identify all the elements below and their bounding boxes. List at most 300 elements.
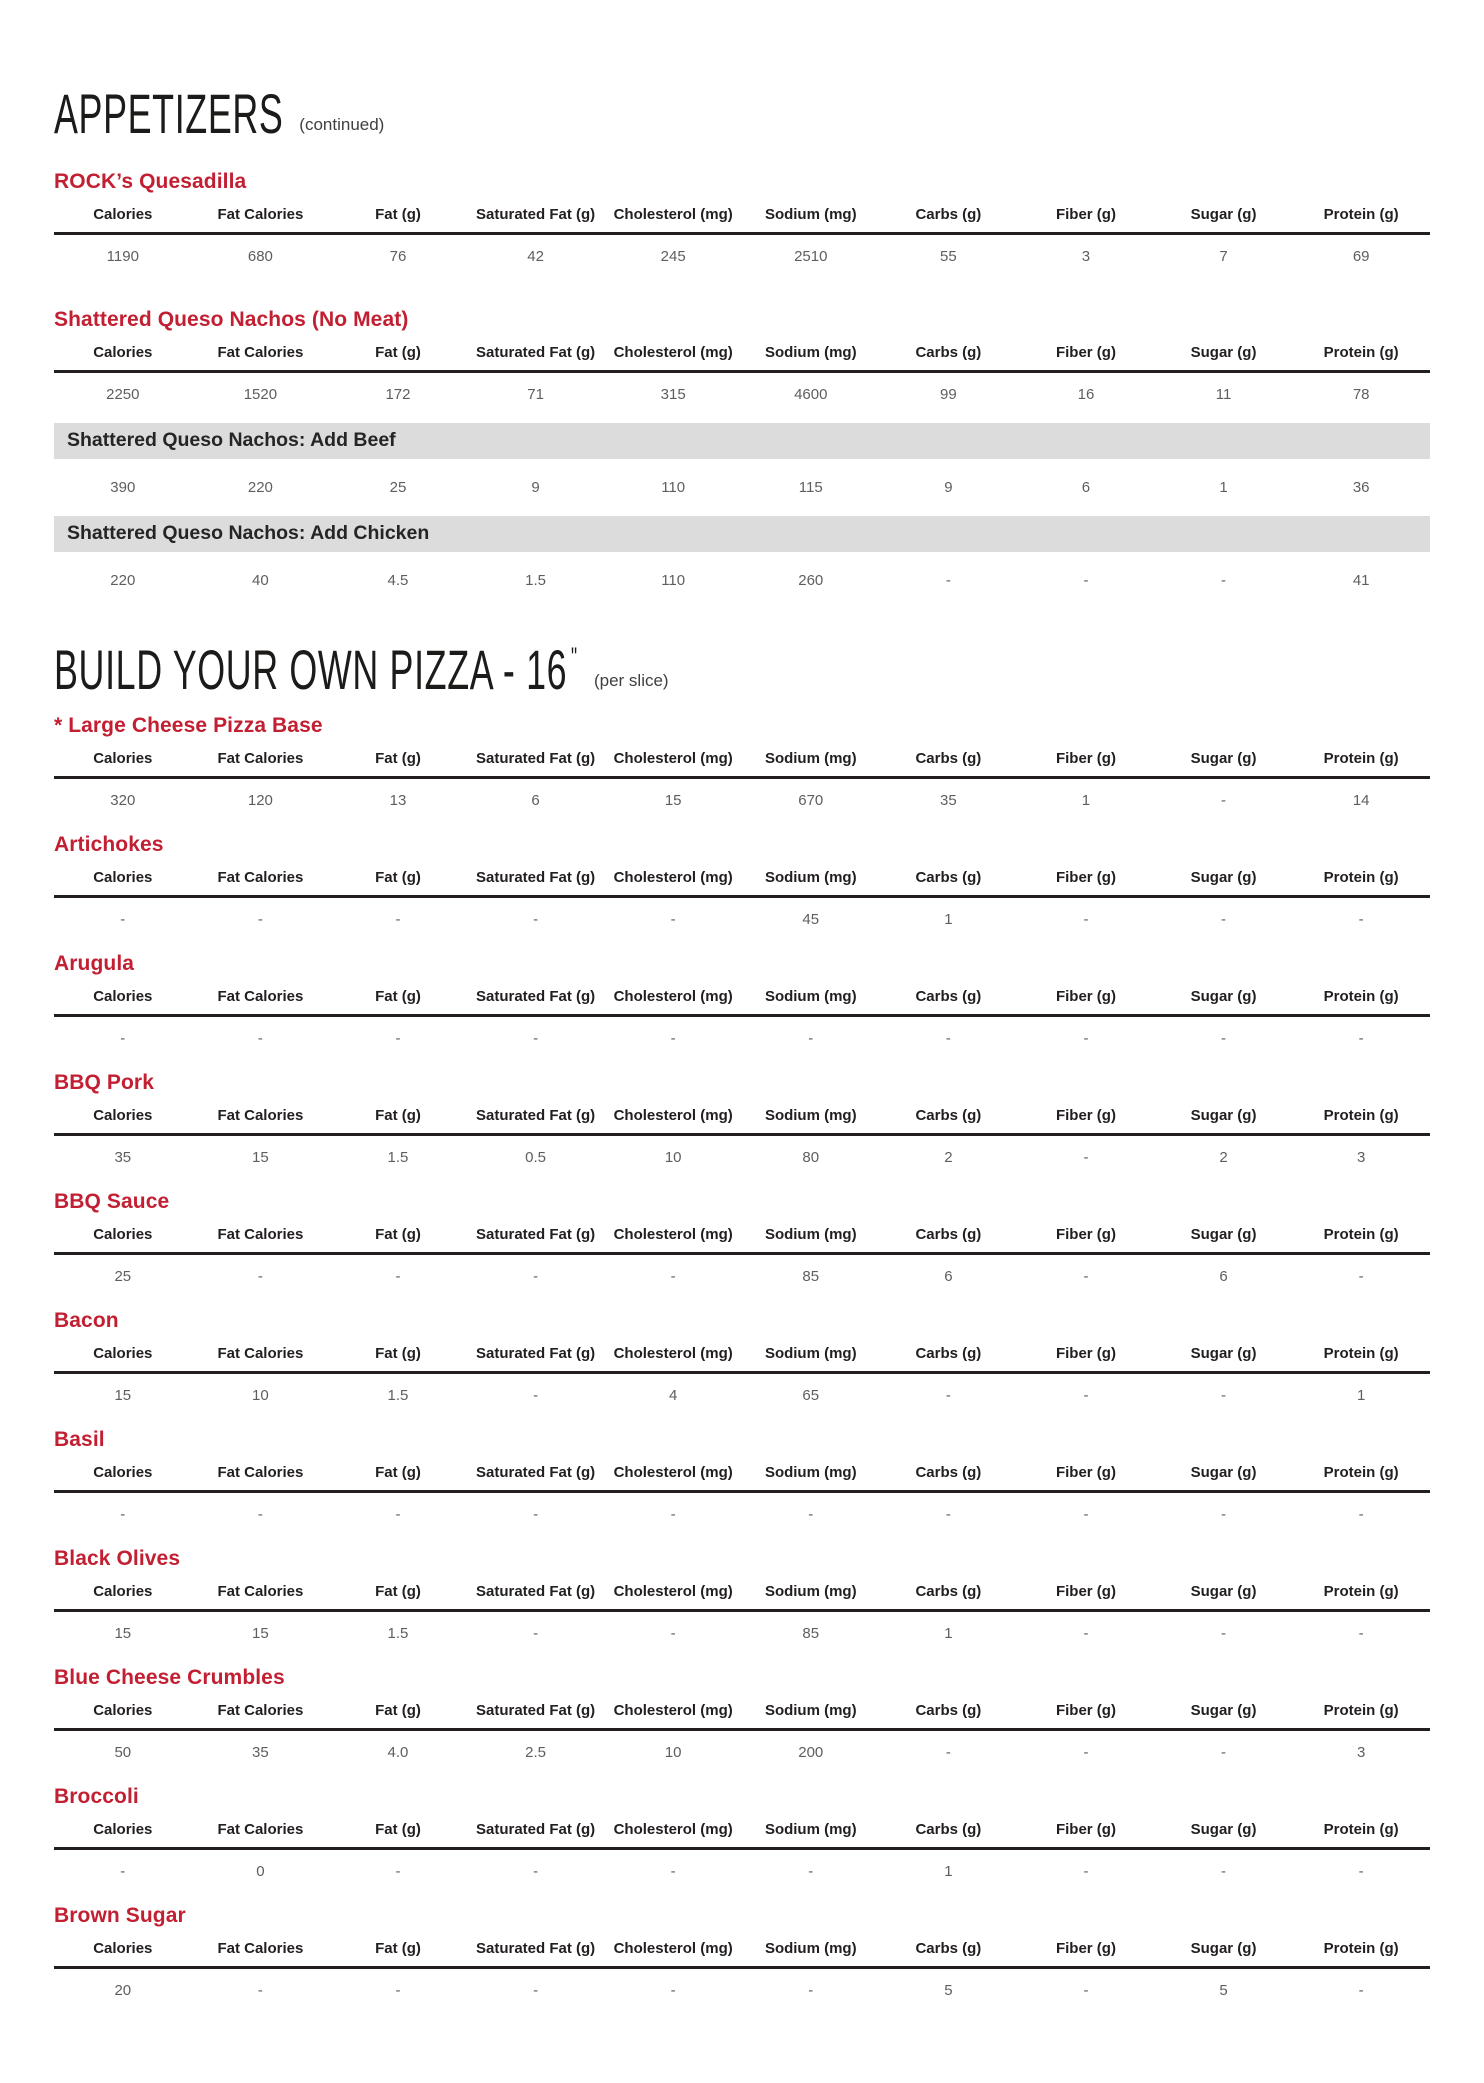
- item-name: Broccoli: [54, 1785, 139, 1808]
- nutrition-value: -: [1358, 1506, 1364, 1523]
- column-header: Fiber (g): [1017, 339, 1155, 372]
- nutrition-value: -: [533, 1625, 539, 1642]
- nutrition-value: 50: [114, 1744, 132, 1761]
- column-header: Cholesterol (mg): [604, 339, 742, 372]
- column-header: Calories: [54, 983, 192, 1016]
- menu-item: [54, 1904, 1430, 2012]
- nutrition-value: -: [395, 911, 401, 928]
- item-name: Artichokes: [54, 833, 164, 856]
- nutrition-value: 4.5: [387, 572, 409, 589]
- nutrition-value: -: [257, 1982, 263, 1999]
- column-header: Cholesterol (mg): [604, 1102, 742, 1135]
- nutrition-value: -: [120, 1506, 126, 1523]
- section-title: APPETIZERS: [54, 82, 284, 145]
- column-header: Saturated Fat (g): [467, 983, 605, 1016]
- nutrition-value: -: [1221, 1863, 1227, 1880]
- nutrition-value: 1: [944, 911, 953, 928]
- nutrition-table: [54, 1102, 1430, 1179]
- nutrition-value: 3: [1357, 1744, 1366, 1761]
- section-heading: [54, 636, 1430, 701]
- column-header: Fiber (g): [1017, 1221, 1155, 1254]
- menu-item: [54, 1190, 1430, 1298]
- nutrition-value: 0: [256, 1863, 265, 1880]
- column-header: Cholesterol (mg): [604, 1935, 742, 1968]
- nutrition-value: 6: [944, 1268, 953, 1285]
- nutrition-value: -: [1221, 1030, 1227, 1047]
- column-header: Sodium (mg): [742, 1697, 880, 1730]
- column-header: Saturated Fat (g): [467, 339, 605, 372]
- column-header: Protein (g): [1292, 864, 1430, 897]
- section-items: [54, 170, 1430, 602]
- column-header: Carbs (g): [880, 983, 1018, 1016]
- nutrition-value: 15: [252, 1625, 269, 1642]
- nutrition-value: -: [945, 1030, 951, 1047]
- column-header: Protein (g): [1292, 1340, 1430, 1373]
- column-header: Calories: [54, 1935, 192, 1968]
- nutrition-value: -: [395, 1982, 401, 1999]
- nutrition-value: -: [120, 1863, 126, 1880]
- nutrition-value: -: [533, 1982, 539, 1999]
- nutrition-value: 78: [1352, 386, 1370, 403]
- column-header: Fiber (g): [1017, 1459, 1155, 1492]
- nutrition-value: -: [1083, 1982, 1089, 1999]
- nutrition-value: 35: [252, 1744, 269, 1761]
- nutrition-value: 35: [114, 1149, 132, 1166]
- column-header: Calories: [54, 864, 192, 897]
- column-header: Protein (g): [1292, 983, 1430, 1016]
- nutrition-table: [54, 1459, 1430, 1536]
- item-name: Basil: [54, 1428, 105, 1451]
- nutrition-value: 320: [110, 792, 136, 809]
- nutrition-value: -: [1221, 792, 1227, 809]
- nutrition-value: 1: [1357, 1387, 1366, 1404]
- nutrition-value: 7: [1219, 248, 1228, 265]
- nutrition-value: 25: [389, 479, 407, 496]
- column-header: Calories: [54, 1578, 192, 1611]
- nutrition-value: -: [1358, 1030, 1364, 1047]
- nutrition-value: 220: [247, 479, 273, 496]
- values-row: [54, 234, 1430, 279]
- column-header: Sugar (g): [1155, 1340, 1293, 1373]
- nutrition-value: -: [257, 1506, 263, 1523]
- column-header: Sugar (g): [1155, 1816, 1293, 1849]
- column-header: Carbs (g): [880, 1697, 1018, 1730]
- column-header: Protein (g): [1292, 745, 1430, 778]
- nutrition-table: [54, 339, 1430, 602]
- nutrition-value: 1.5: [387, 1387, 409, 1404]
- section-title: BUILD YOUR OWN PIZZA - 16 ": [54, 638, 578, 701]
- column-header: Sugar (g): [1155, 864, 1293, 897]
- nutrition-value: -: [1083, 1863, 1089, 1880]
- column-header: Calories: [54, 1816, 192, 1849]
- column-header: Sugar (g): [1155, 1102, 1293, 1135]
- nutrition-value: 41: [1352, 572, 1370, 589]
- menu-item: [54, 1309, 1430, 1417]
- nutrition-table: [54, 1578, 1430, 1655]
- nutrition-value: 260: [798, 572, 824, 589]
- nutrition-value: 14: [1352, 792, 1370, 809]
- nutrition-value: 110: [661, 479, 686, 496]
- menu-item: [54, 714, 1430, 822]
- nutrition-table: [54, 1340, 1430, 1417]
- nutrition-value: -: [670, 1982, 676, 1999]
- column-header: Protein (g): [1292, 1102, 1430, 1135]
- nutrition-value: 16: [1077, 386, 1095, 403]
- column-header: Saturated Fat (g): [467, 1340, 605, 1373]
- variant-band-label: Shattered Queso Nachos: Add Chicken: [54, 513, 1430, 556]
- values-row: [54, 1611, 1430, 1656]
- nutrition-table: [54, 1697, 1430, 1774]
- column-header: Saturated Fat (g): [467, 864, 605, 897]
- column-header: Sodium (mg): [742, 1221, 880, 1254]
- table-header-row: [54, 339, 1430, 372]
- column-header: Carbs (g): [880, 1459, 1018, 1492]
- nutrition-value: -: [1083, 572, 1089, 589]
- nutrition-value: -: [1221, 572, 1227, 589]
- column-header: Protein (g): [1292, 1578, 1430, 1611]
- item-name: Shattered Queso Nachos (No Meat): [54, 308, 409, 331]
- column-header: Fiber (g): [1017, 201, 1155, 234]
- column-header: Cholesterol (mg): [604, 1816, 742, 1849]
- nutrition-value: 42: [527, 248, 544, 265]
- nutrition-value: 10: [664, 1744, 682, 1761]
- table-header-row: [54, 1578, 1430, 1611]
- nutrition-value: 11: [1215, 386, 1232, 403]
- nutrition-value: -: [1083, 1506, 1089, 1523]
- nutrition-value: -: [120, 911, 126, 928]
- nutrition-value: 200: [798, 1744, 824, 1761]
- table-header-row: [54, 201, 1430, 234]
- nutrition-value: -: [670, 1268, 676, 1285]
- item-name: BBQ Sauce: [54, 1190, 170, 1213]
- nutrition-value: 0.5: [525, 1149, 546, 1166]
- values-row: [54, 1492, 1430, 1537]
- nutrition-value: 10: [252, 1387, 269, 1404]
- column-header: Sugar (g): [1155, 201, 1293, 234]
- menu-item: [54, 170, 1430, 278]
- nutrition-value: 35: [940, 792, 957, 809]
- nutrition-value: 2: [944, 1149, 953, 1166]
- column-header: Cholesterol (mg): [604, 983, 742, 1016]
- column-header: Calories: [54, 1697, 192, 1730]
- values-row: [54, 463, 1430, 513]
- nutrition-value: -: [808, 1982, 814, 1999]
- item-name: * Large Cheese Pizza Base: [54, 714, 323, 737]
- column-header: Fat Calories: [192, 1459, 330, 1492]
- nutrition-value: -: [395, 1030, 401, 1047]
- column-header: Saturated Fat (g): [467, 201, 605, 234]
- column-header: Cholesterol (mg): [604, 1697, 742, 1730]
- column-header: Fat (g): [329, 983, 467, 1016]
- nutrition-value: 10: [664, 1149, 682, 1166]
- nutrition-value: -: [533, 1863, 539, 1880]
- column-header: Sugar (g): [1155, 339, 1293, 372]
- column-header: Fat Calories: [192, 1102, 330, 1135]
- nutrition-value: 3: [1357, 1149, 1366, 1166]
- nutrition-value: -: [1083, 1268, 1089, 1285]
- menu-item: [54, 952, 1430, 1060]
- nutrition-value: 1: [944, 1863, 953, 1880]
- column-header: Sodium (mg): [742, 1340, 880, 1373]
- nutrition-value: 1520: [243, 386, 278, 403]
- column-header: Calories: [54, 1102, 192, 1135]
- nutrition-value: 1: [1219, 479, 1228, 496]
- column-header: Fat Calories: [192, 1221, 330, 1254]
- nutrition-value: 315: [660, 386, 686, 403]
- column-header: Fiber (g): [1017, 864, 1155, 897]
- table-header-row: [54, 745, 1430, 778]
- nutrition-value: 20: [114, 1982, 132, 1999]
- column-header: Fiber (g): [1017, 745, 1155, 778]
- column-header: Sodium (mg): [742, 1935, 880, 1968]
- nutrition-value: 15: [114, 1625, 132, 1642]
- variant-band-row: [54, 513, 1430, 556]
- table-header-row: [54, 1340, 1430, 1373]
- nutrition-value: -: [808, 1506, 814, 1523]
- nutrition-value: 40: [252, 572, 269, 589]
- values-row: [54, 372, 1430, 420]
- variant-band-label: Shattered Queso Nachos: Add Beef: [54, 420, 1430, 463]
- column-header: Carbs (g): [880, 1340, 1018, 1373]
- nutrition-value: -: [533, 1387, 539, 1404]
- column-header: Fat Calories: [192, 1578, 330, 1611]
- column-header: Sodium (mg): [742, 339, 880, 372]
- nutrition-value: -: [1358, 1625, 1364, 1642]
- nutrition-value: 1: [944, 1625, 953, 1642]
- nutrition-value: 220: [110, 572, 136, 589]
- table-header-row: [54, 1816, 1430, 1849]
- column-header: Fat Calories: [192, 1697, 330, 1730]
- nutrition-value: 4.0: [387, 1744, 409, 1761]
- nutrition-value: -: [1083, 1744, 1089, 1761]
- table-header-row: [54, 1935, 1430, 1968]
- section-subtitle: (per slice): [593, 671, 669, 690]
- column-header: Fiber (g): [1017, 1697, 1155, 1730]
- nutrition-table: [54, 745, 1430, 822]
- item-name: Arugula: [54, 952, 135, 975]
- column-header: Fiber (g): [1017, 1102, 1155, 1135]
- column-header: Sugar (g): [1155, 745, 1293, 778]
- column-header: Sugar (g): [1155, 1221, 1293, 1254]
- nutrition-value: -: [1221, 1387, 1227, 1404]
- column-header: Calories: [54, 745, 192, 778]
- nutrition-value: -: [1358, 1268, 1364, 1285]
- nutrition-value: 1190: [106, 248, 139, 265]
- column-header: Fat Calories: [192, 201, 330, 234]
- nutrition-value: 3: [1081, 248, 1091, 265]
- column-header: Sugar (g): [1155, 983, 1293, 1016]
- nutrition-value: 15: [252, 1149, 269, 1166]
- variant-band-row: [54, 420, 1430, 463]
- column-header: Protein (g): [1292, 1221, 1430, 1254]
- values-row: [54, 1373, 1430, 1418]
- column-header: Saturated Fat (g): [467, 1816, 605, 1849]
- nutrition-value: 5: [1219, 1982, 1228, 1999]
- nutrition-value: -: [1083, 1149, 1089, 1166]
- nutrition-table: [54, 1221, 1430, 1298]
- column-header: Saturated Fat (g): [467, 1578, 605, 1611]
- nutrition-table: [54, 1935, 1430, 2012]
- nutrition-value: 1.5: [525, 572, 546, 589]
- values-row: [54, 1730, 1430, 1775]
- nutrition-value: 85: [802, 1268, 820, 1285]
- column-header: Sodium (mg): [742, 745, 880, 778]
- values-row: [54, 1016, 1430, 1061]
- nutrition-value: 25: [114, 1268, 132, 1285]
- column-header: Fat (g): [329, 1221, 467, 1254]
- nutrition-table: [54, 983, 1430, 1060]
- column-header: Calories: [54, 201, 192, 234]
- column-header: Carbs (g): [880, 1102, 1018, 1135]
- nutrition-value: 110: [661, 572, 686, 589]
- table-header-row: [54, 983, 1430, 1016]
- nutrition-value: 2250: [106, 386, 140, 403]
- nutrition-value: -: [670, 911, 676, 928]
- column-header: Carbs (g): [880, 339, 1018, 372]
- column-header: Saturated Fat (g): [467, 1697, 605, 1730]
- values-row: [54, 556, 1430, 603]
- column-header: Fat (g): [329, 1697, 467, 1730]
- values-row: [54, 1849, 1430, 1894]
- column-header: Fiber (g): [1017, 1340, 1155, 1373]
- column-header: Fiber (g): [1017, 1935, 1155, 1968]
- column-header: Carbs (g): [880, 201, 1018, 234]
- column-header: Fat Calories: [192, 864, 330, 897]
- nutrition-value: 9: [531, 479, 540, 496]
- nutrition-value: 5: [944, 1982, 953, 1999]
- nutrition-value: 85: [802, 1625, 820, 1642]
- menu-item: [54, 1666, 1430, 1774]
- nutrition-value: 15: [664, 792, 682, 809]
- table-header-row: [54, 1102, 1430, 1135]
- nutrition-value: -: [945, 1506, 951, 1523]
- nutrition-value: -: [395, 1506, 401, 1523]
- nutrition-value: 670: [798, 792, 824, 809]
- nutrition-value: -: [808, 1863, 814, 1880]
- column-header: Fat Calories: [192, 745, 330, 778]
- nutrition-table: [54, 201, 1430, 278]
- nutrition-value: 99: [940, 386, 957, 403]
- nutrition-value: -: [1083, 1387, 1089, 1404]
- column-header: Sugar (g): [1155, 1935, 1293, 1968]
- column-header: Protein (g): [1292, 1935, 1430, 1968]
- column-header: Fat (g): [329, 1459, 467, 1492]
- nutrition-value: -: [533, 1268, 539, 1285]
- column-header: Fat Calories: [192, 1935, 330, 1968]
- section-subtitle: (continued): [299, 115, 385, 134]
- nutrition-value: -: [1221, 1744, 1227, 1761]
- column-header: Fat Calories: [192, 983, 330, 1016]
- column-header: Saturated Fat (g): [467, 1459, 605, 1492]
- nutrition-value: 245: [660, 248, 686, 265]
- nutrition-value: 6: [1219, 1268, 1228, 1285]
- column-header: Fat Calories: [192, 339, 330, 372]
- nutrition-value: -: [808, 1030, 814, 1047]
- menu-item: [54, 833, 1430, 941]
- column-header: Cholesterol (mg): [604, 1340, 742, 1373]
- nutrition-value: 9: [944, 479, 953, 496]
- nutrition-value: 13: [389, 792, 407, 809]
- nutrition-value: -: [257, 911, 263, 928]
- column-header: Calories: [54, 339, 192, 372]
- nutrition-value: -: [1358, 911, 1364, 928]
- column-header: Fat (g): [329, 1578, 467, 1611]
- column-header: Fat Calories: [192, 1816, 330, 1849]
- column-header: Saturated Fat (g): [467, 1221, 605, 1254]
- nutrition-value: -: [1221, 1625, 1227, 1642]
- column-header: Sodium (mg): [742, 1102, 880, 1135]
- column-header: Carbs (g): [880, 1578, 1018, 1611]
- nutrition-value: 120: [247, 792, 273, 809]
- column-header: Fat (g): [329, 1935, 467, 1968]
- nutrition-value: -: [1358, 1982, 1364, 1999]
- item-name: Blue Cheese Crumbles: [54, 1666, 285, 1689]
- column-header: Protein (g): [1292, 201, 1430, 234]
- column-header: Fat (g): [329, 339, 467, 372]
- column-header: Fat (g): [329, 1102, 467, 1135]
- column-header: Protein (g): [1292, 339, 1430, 372]
- column-header: Cholesterol (mg): [604, 864, 742, 897]
- values-row: [54, 1135, 1430, 1180]
- nutrition-value: 6: [1081, 479, 1091, 496]
- nutrition-value: 2.5: [525, 1744, 546, 1761]
- column-header: Fat Calories: [192, 1340, 330, 1373]
- nutrition-value: -: [945, 1387, 951, 1404]
- nutrition-value: 15: [114, 1387, 132, 1404]
- nutrition-value: 65: [802, 1387, 820, 1404]
- nutrition-value: 1.5: [387, 1625, 409, 1642]
- column-header: Protein (g): [1292, 1459, 1430, 1492]
- column-header: Protein (g): [1292, 1816, 1430, 1849]
- nutrition-value: 2: [1219, 1149, 1228, 1166]
- table-header-row: [54, 1221, 1430, 1254]
- menu-item: [54, 1071, 1430, 1179]
- menu-item: [54, 1785, 1430, 1893]
- nutrition-value: 172: [385, 386, 411, 403]
- nutrition-value: 6: [531, 792, 540, 809]
- menu-item: [54, 1428, 1430, 1536]
- values-row: [54, 897, 1430, 942]
- column-header: Saturated Fat (g): [467, 745, 605, 778]
- column-header: Sugar (g): [1155, 1697, 1293, 1730]
- column-header: Carbs (g): [880, 1221, 1018, 1254]
- nutrition-value: -: [1358, 1863, 1364, 1880]
- column-header: Sodium (mg): [742, 1459, 880, 1492]
- table-header-row: [54, 864, 1430, 897]
- nutrition-value: 115: [798, 479, 823, 496]
- nutrition-table: [54, 1816, 1430, 1893]
- column-header: Sugar (g): [1155, 1459, 1293, 1492]
- item-name: ROCK’s Quesadilla: [54, 170, 247, 193]
- nutrition-value: -: [945, 1744, 951, 1761]
- nutrition-value: -: [1221, 1506, 1227, 1523]
- nutrition-value: -: [533, 1506, 539, 1523]
- column-header: Fat (g): [329, 864, 467, 897]
- nutrition-value: -: [670, 1030, 676, 1047]
- column-header: Saturated Fat (g): [467, 1935, 605, 1968]
- column-header: Cholesterol (mg): [604, 745, 742, 778]
- nutrition-value: -: [257, 1268, 263, 1285]
- column-header: Fiber (g): [1017, 1578, 1155, 1611]
- nutrition-value: 4: [669, 1387, 678, 1404]
- nutrition-value: -: [670, 1863, 676, 1880]
- values-row: [54, 1254, 1430, 1299]
- column-header: Calories: [54, 1459, 192, 1492]
- nutrition-value: 55: [940, 248, 957, 265]
- item-name: BBQ Pork: [54, 1071, 154, 1094]
- column-header: Calories: [54, 1340, 192, 1373]
- column-header: Cholesterol (mg): [604, 1459, 742, 1492]
